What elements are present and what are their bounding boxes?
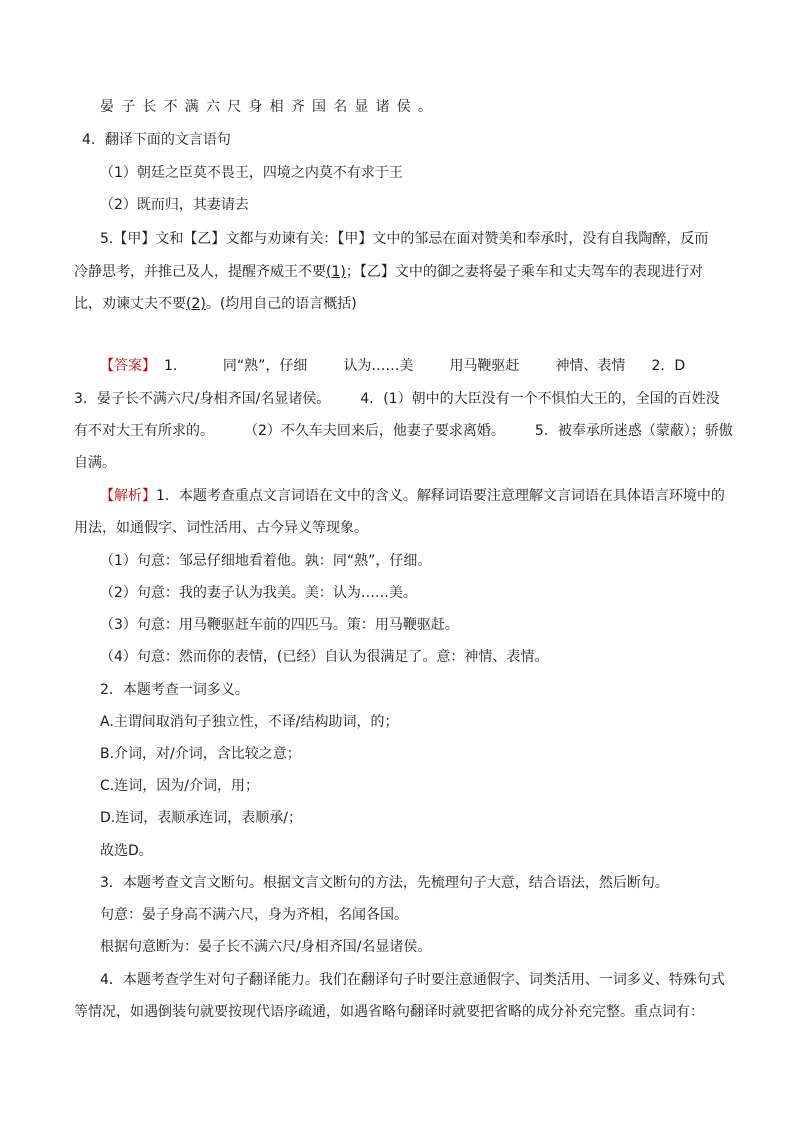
analysis-line-11: D.连词，表顺承连词，表顺承/； [100, 810, 302, 826]
answer-line-1: 【答案】 1． 同“熟”，仔细 认为……美 用马鞭驱赶 神情、表情 2．D [100, 358, 686, 374]
question4-sentence-2: （2）既而归，其妻请去 [100, 197, 249, 213]
analysis-line-13: 3．本题考查文言文断句。根据文言文断句的方法，先梳理句子大意，结合语法，然后断句。 [100, 875, 669, 891]
blank-2: (2) [186, 296, 206, 312]
blank-1: (1) [326, 264, 346, 280]
question3-sentence: 晏子长不满六尺身相齐国名显诸侯。 [100, 99, 440, 115]
analysis-line-14: 句意：晏子身高不满六尺，身为齐相，名闻各国。 [100, 907, 408, 923]
question4-title: 4．翻译下面的文言语句 [82, 132, 231, 148]
analysis-line-12: 故选D。 [100, 843, 153, 859]
analysis-label: 【解析】 [100, 488, 156, 504]
analysis-line-10: C.连词，因为/介词，用； [100, 778, 259, 794]
analysis-line-7: 2．本题考查一词多义。 [100, 682, 249, 698]
answer-line-4: 自满。 [74, 455, 116, 471]
analysis-line-16: 4．本题考查学生对句子翻译能力。我们在翻译句子时要注意通假字、词类活用、一词多义、特殊句式 [100, 972, 725, 988]
answer-line-2: 3．晏子长不满六尺/身相齐国/名显诸侯。 4．(1）朝中的大臣没有一个不惧怕大王的，全国的百姓没 [74, 391, 720, 407]
analysis-line-8: A.主谓间取消句子独立性，不译/结构助词，的； [100, 714, 399, 730]
question5-line-1: 5.【甲】文和【乙】文都与劝谏有关：【甲】文中的邹忌在面对赞美和奉承时，没有自我陶醉，反而 [100, 231, 709, 247]
analysis-line-6: （4）句意：然而你的表情，(已经）自认为很满足了。意：神情、表情。 [100, 649, 549, 665]
analysis-line-5: （3）句意：用马鞭驱赶车前的四匹马。策：用马鞭驱赶。 [100, 617, 459, 633]
analysis-line-3: （1）句意：邹忌仔细地看着他。孰：同“熟”，仔细。 [100, 553, 432, 569]
analysis-line-1: 【解析】1．本题考查重点文言词语在文中的含义。解释词语要注意理解文言词语在具体语言环境中的 [100, 488, 725, 504]
answer-label: 【答案】 [100, 358, 156, 374]
analysis-line-17: 等情况，如遇倒装句就要按现代语序疏通，如遇省略句翻译时就要把省略的成分补充完整。重点词有： [74, 1004, 704, 1020]
question4-sentence-1: （1）朝廷之臣莫不畏王，四境之内莫不有求于王 [100, 165, 403, 181]
question5-line-3: 比，劝谏丈夫不要(2)。(均用自己的语言概括) [74, 296, 357, 312]
analysis-line-2: 用法，如通假字、词性活用、古今异义等现象。 [74, 520, 368, 536]
analysis-line-4: （2）句意：我的妻子认为我美。美：认为……美。 [100, 585, 417, 601]
analysis-line-15: 根据句意断为：晏子长不满六尺/身相齐国/名显诸侯。 [100, 939, 432, 955]
analysis-line-9: B.介词，对/介词，含比较之意； [100, 746, 301, 762]
answer-line-3: 有不对大王有所求的。 （2）不久车夫回来后，他妻子要求离婚。 5．被奉承所迷惑（蒙蔽）；骄傲 [74, 423, 733, 439]
question5-line-2: 冷静思考，并推己及人，提醒齐威王不要(1)；【乙】文中的御之妻将晏子乘车和丈夫驾车的表现进行对 [74, 264, 703, 280]
